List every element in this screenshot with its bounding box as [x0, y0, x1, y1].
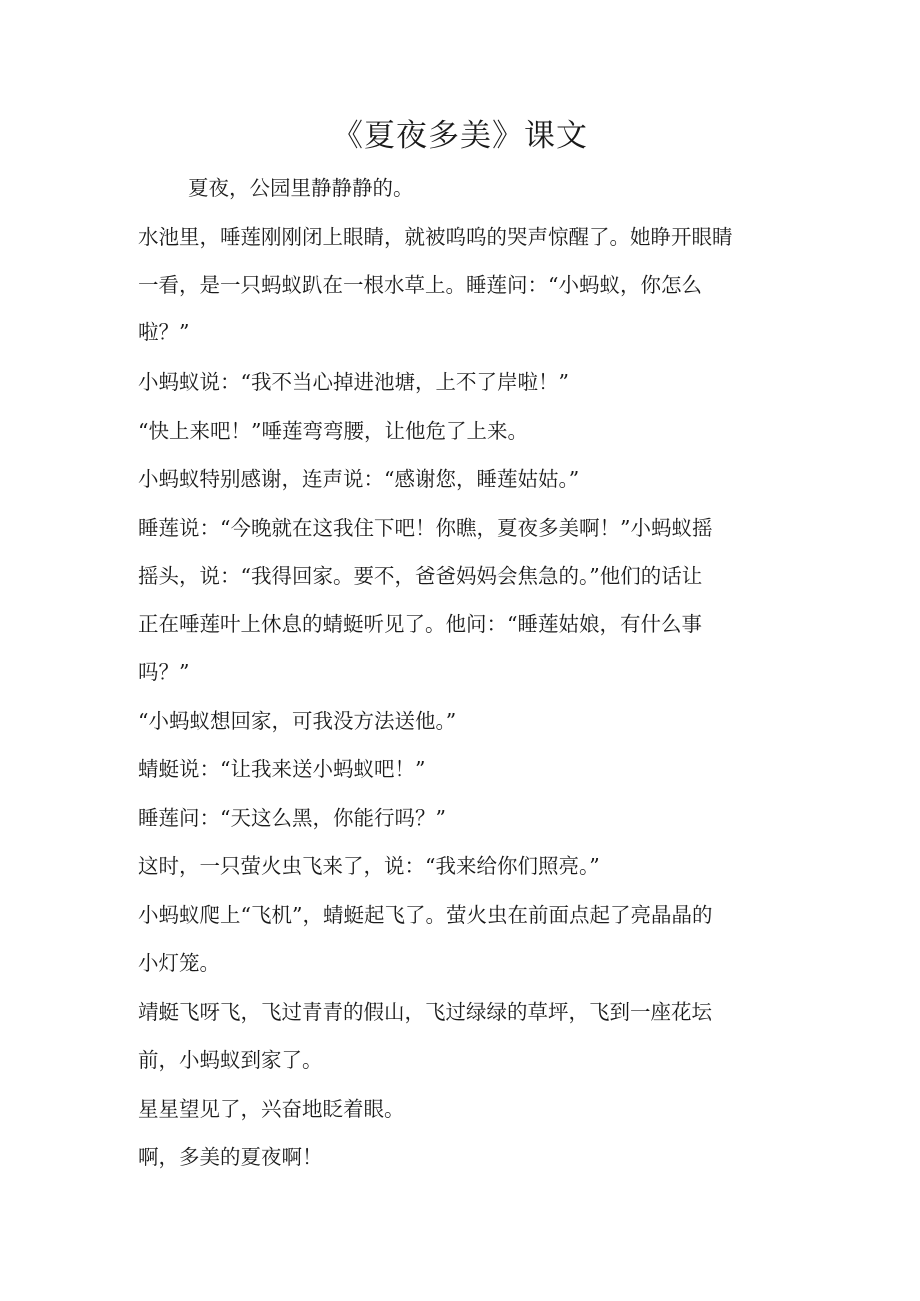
document-title: 《夏夜多美》课文 — [332, 118, 588, 154]
paragraph-line: 星星望见了，兴奋地眨着眼。 — [138, 1097, 405, 1121]
paragraph-line: 蜻蜓说：“让我来送小蚂蚁吧！” — [138, 757, 426, 781]
paragraph-line: 小灯笼。 — [138, 951, 220, 975]
paragraph-line: 夏夜，公园里静静静的。 — [188, 176, 414, 200]
paragraph-line: 小蚂蚁特别感谢，连声说：“感谢您，睡莲姑姑。” — [138, 467, 580, 491]
paragraph-line: 水池里，唾莲刚刚闭上眼睛，就被呜呜的哭声惊醒了。她睁开眼睛 — [138, 225, 733, 249]
paragraph-line: 小蚂蚁说：“我不当心掉进池塘，上不了岸啦！” — [138, 370, 569, 394]
paragraph-line: 啊，多美的夏夜啊！ — [138, 1145, 323, 1169]
paragraph-line: 吗？” — [138, 660, 190, 684]
paragraph-line: “小蚂蚁想回家，可我没方法送他。” — [138, 709, 457, 733]
paragraph-line: 啦？” — [138, 320, 190, 344]
paragraph-line: 靖蜓飞呀飞，飞过青青的假山，飞过绿绿的草坪，飞到一座花坛 — [138, 1000, 712, 1024]
paragraph-line: 一看，是一只蚂蚁趴在一根水草上。睡莲问：“小蚂蚁，你怎么 — [138, 273, 702, 297]
paragraph-line: 前，小蚂蚁到家了。 — [138, 1048, 323, 1072]
paragraph-line: “快上来吧！”唾莲弯弯腰，让他危了上来。 — [138, 419, 528, 443]
paragraph-line: 正在唾莲叶上休息的蜻蜓听见了。他问：“睡莲姑娘，有什么事 — [138, 612, 702, 636]
paragraph-line: 睡莲说：“今晚就在这我住下吧！你瞧，夏夜多美啊！”小蚂蚁摇 — [138, 516, 713, 540]
paragraph-line: 小蚂蚁爬上“飞机”，蜻蜓起飞了。萤火虫在前面点起了亮晶晶的 — [138, 903, 713, 927]
paragraph-line: 睡莲问：“天这么黑，你能行吗？” — [138, 806, 446, 830]
paragraph-line: 摇头，说：“我得回家。要不，爸爸妈妈会焦急的。”他们的话让 — [138, 564, 703, 588]
paragraph-line: 这时，一只萤火虫飞来了，说：“我来给你们照亮。” — [138, 854, 600, 878]
